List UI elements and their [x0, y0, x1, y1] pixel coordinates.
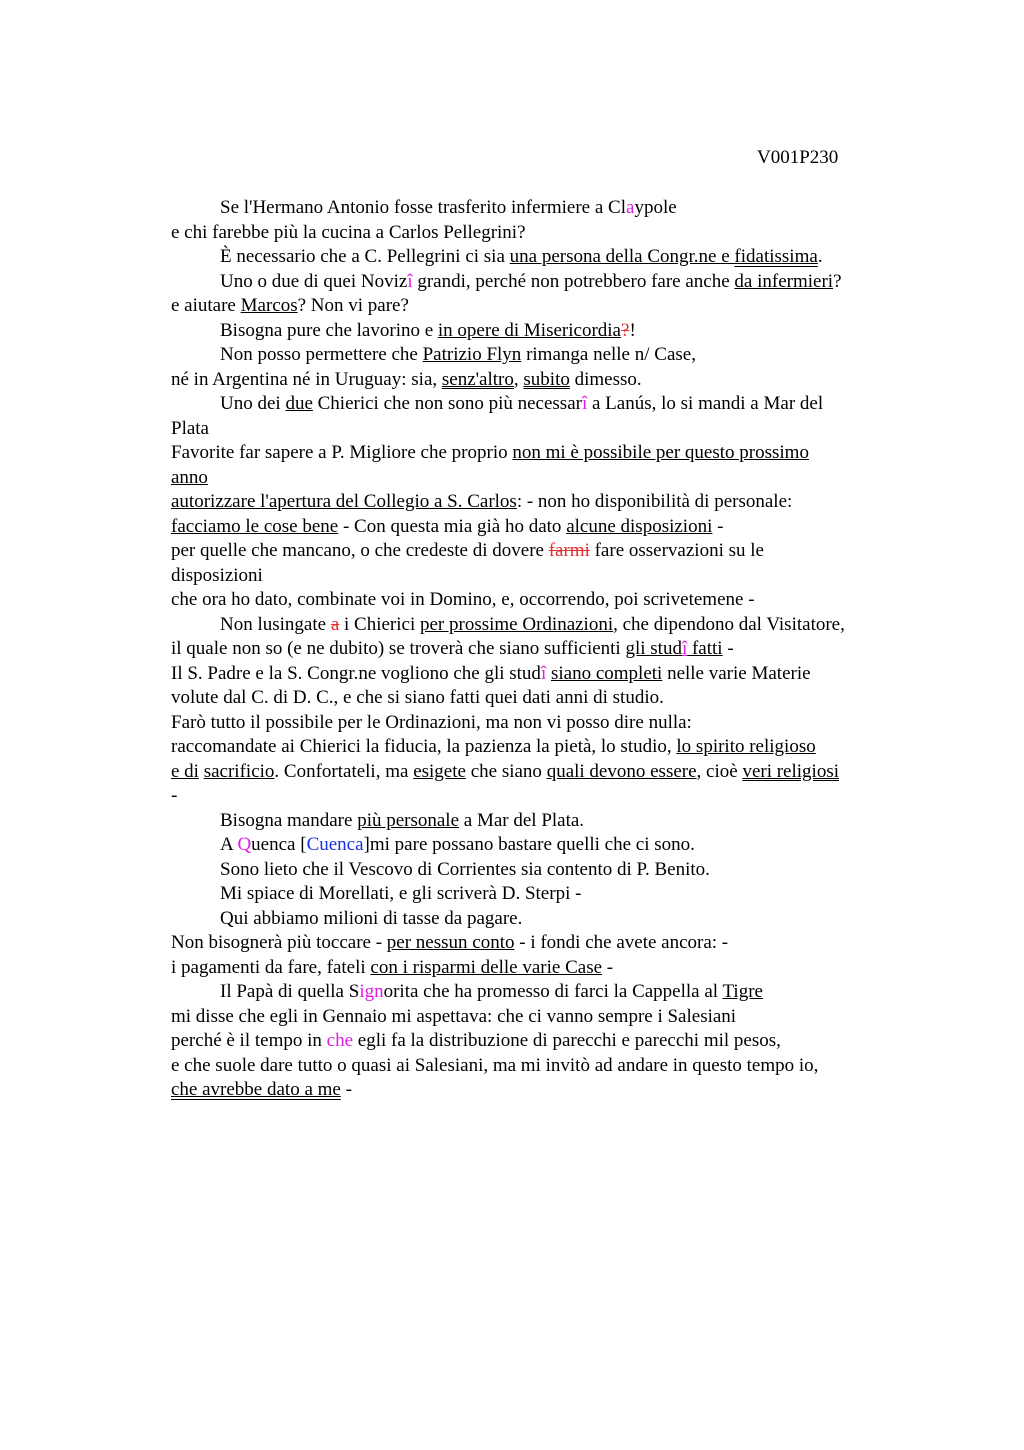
- text-line: Qui abbiamo milioni di tasse da pagare.: [220, 907, 523, 929]
- text-line: È necessario che a C. Pellegrini ci sia una persona della Congr.ne e fidatissima.: [220, 246, 823, 267]
- text-line: i pagamenti da fare, fateli con i risparmi delle varie Case -: [171, 956, 614, 978]
- text-line: Uno dei due Chierici che non sono più necessarî a Lanús, lo si mandi a Mar del: [220, 393, 824, 414]
- text-line: Favorite far sapere a P. Migliore che proprio non mi è possibile per questo prossimo: [171, 442, 809, 463]
- text-line: Se l'Hermano Antonio fosse trasferito infermiere a Claypole: [220, 197, 677, 218]
- text-line: Uno o due di quei Novizî grandi, perché non potrebbero fare anche da infermieri?: [220, 270, 842, 292]
- text-line: che ora ho dato, combinate voi in Domino, e, occorrendo, poi scrivetemene -: [171, 589, 755, 610]
- text-line: Il S. Padre e la S. Congr.ne vogliono che gli studî siano completi nelle varie Materie: [171, 662, 811, 684]
- text-line: Non lusingate a i Chierici per prossime Ordinazioni, che dipendono dal Visitatore,: [220, 613, 845, 635]
- page-id: V001P230: [757, 147, 839, 168]
- text-line: Plata: [171, 417, 209, 439]
- text-line: per quelle che mancano, o che credeste di dovere farmi fare osservazioni su le: [171, 540, 764, 561]
- text-line: Bisogna mandare più personale a Mar del Plata.: [220, 809, 585, 831]
- text-line: e di sacrificio. Confortateli, ma esigete che siano quali devono essere, cioè veri religiosi: [171, 760, 839, 782]
- text-line: Sono lieto che il Vescovo di Corrientes sia contento di P. Benito.: [220, 858, 710, 880]
- text-line: anno: [171, 466, 208, 488]
- text-line: che avrebbe dato a me -: [171, 1079, 352, 1100]
- text-line: e aiutare Marcos? Non vi pare?: [171, 295, 409, 316]
- text-line: -: [171, 785, 178, 806]
- text-line: e che suole dare tutto o quasi ai Salesiani, ma mi invitò ad andare in questo tempo io,: [171, 1054, 819, 1076]
- text-line: facciamo le cose bene - Con questa mia già ho dato alcune disposizioni -: [171, 515, 724, 537]
- text-line: Bisogna pure che lavorino e in opere di Misericordia?!: [220, 319, 636, 341]
- text-line: e chi farebbe più la cucina a Carlos Pellegrini?: [171, 221, 526, 243]
- text-line: Il Papà di quella Signorita che ha promesso di farci la Cappella al Tigre: [220, 981, 763, 1002]
- text-line: Non bisognerà più toccare - per nessun conto - i fondi che avete ancora: -: [171, 932, 729, 953]
- text-line: A Quenca [Cuenca]mi pare possano bastare quelli che ci sono.: [220, 834, 695, 855]
- text-line: autorizzare l'apertura del Collegio a S. Carlos: - non ho disponibilità di personale:: [171, 491, 793, 512]
- text-line: Mi spiace di Morellati, e gli scriverà D. Sterpi -: [220, 883, 582, 904]
- text-line: volute dal C. di D. C., e che si siano fatti quei dati anni di studio.: [171, 687, 664, 708]
- letter-body: [171, 196, 911, 1103]
- text-line: il quale non so (e ne dubito) se troverà che siano sufficienti gli studî fatti -: [171, 638, 734, 659]
- text-line: mi disse che egli in Gennaio mi aspettava: che ci vanno sempre i Salesiani: [171, 1005, 737, 1027]
- text-line: perché è il tempo in che egli fa la distribuzione di parecchi e parecchi mil pesos,: [171, 1030, 781, 1051]
- text-line: disposizioni: [171, 564, 263, 586]
- text-line: Farò tutto il possibile per le Ordinazioni, ma non vi posso dire nulla:: [171, 711, 692, 733]
- text-line: raccomandate ai Chierici la fiducia, la pazienza la pietà, lo studio, lo spirito religioso: [171, 736, 816, 757]
- text-line: Non posso permettere che Patrizio Flyn rimanga nelle n/ Case,: [220, 344, 696, 365]
- text-line: né in Argentina né in Uruguay: sia, senz'altro, subito dimesso.: [171, 368, 642, 390]
